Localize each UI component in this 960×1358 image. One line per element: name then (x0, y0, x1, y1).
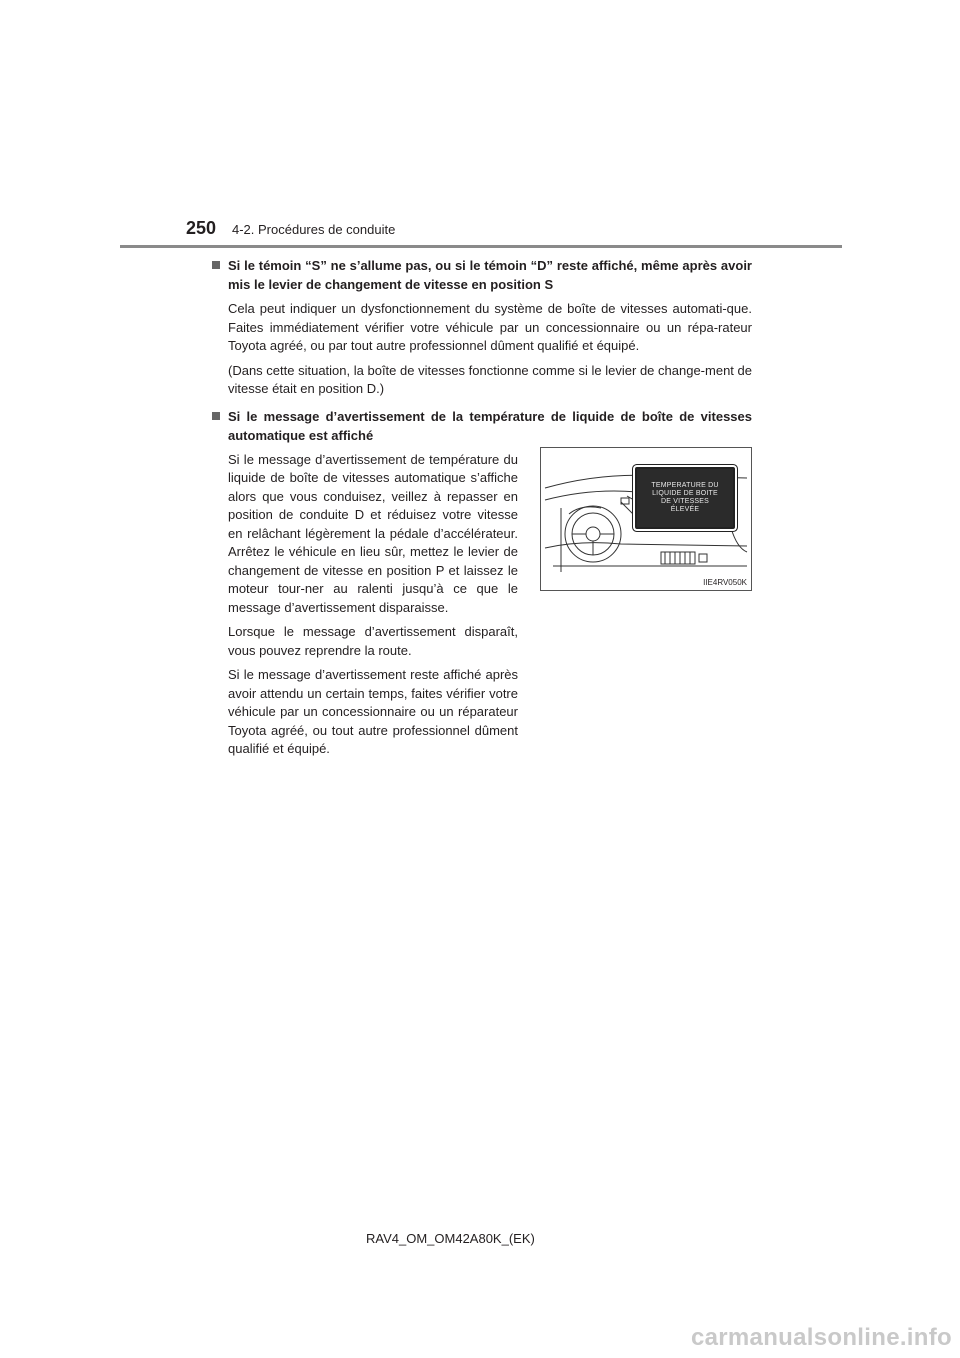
screen-line: LIQUIDE DE BOITE (652, 489, 718, 497)
section-heading (212, 256, 752, 294)
paragraph: Si le message d’avertissement reste affiché après avoir attendu un certain temps, faites vérifier votre véhicule par un concessionnaire ou un réparateur Toyota agréé, ou tout autre professionnel dûment qualifié et équipé. (228, 667, 518, 756)
footer-model-code: RAV4_OM_OM42A80K_(EK) (366, 1231, 535, 1246)
screen-line: DE VITESSES (660, 497, 710, 505)
text-column (228, 445, 518, 765)
header-rule (120, 245, 842, 248)
heading-text: Si le témoin “S” ne s’allume pas, ou si le témoin “D” reste affiché, même après avoir mis le levier de changement de vitesse en position S (228, 258, 752, 292)
watermark[interactable]: carmanualsonline.info (690, 1324, 952, 1351)
section-s-indicator (212, 256, 752, 399)
text-with-figure (228, 445, 752, 765)
heading-text: Si le message d’avertissement de la température de liquide de boîte de vitesses automatique est affiché (228, 408, 752, 443)
square-bullet-icon (212, 412, 224, 420)
paragraph: Lorsque le message d’avertissement disparaît, vous pouvez reprendre la route. (228, 624, 518, 658)
paragraph: Si le message d’avertissement de température du liquide de boîte de vitesses automatique s’affiche alors que vous conduisez, veillez à repasser en position de conduite D et réduisez votre vitesse en relâchant légèrement la pédale d’accélérateur. Arrêtez le véhicule en lieu sûr, mettez le levier de changement de vitesse en position P et laissez le moteur tour-ner au ralenti jusqu’à ce que le message d’avertissement disparaisse. (228, 451, 518, 615)
figure-code: IIE4RV050K (703, 577, 747, 587)
square-bullet-icon (212, 261, 224, 269)
paragraph: (Dans cette situation, la boîte de vitesses fonctionne comme si le levier de change-ment de vitesse était en position D.) (228, 362, 752, 396)
section-title: 4-2. Procédures de conduite (232, 222, 396, 237)
screen-line: TEMPERATURE DU (651, 481, 719, 489)
warning-message-screen (635, 467, 735, 529)
paragraph: Cela peut indiquer un dysfonctionnement du système de boîte de vitesses automati-que. Faites immédiatement vérifier votre véhicule par un concessionnaire ou un répa-rateur Toyota agréé, ou par tout autre professionnel dûment qualifié et équipé. (228, 301, 752, 353)
screen-line: ÉLEVÉE (670, 505, 700, 513)
section-heading (212, 407, 752, 445)
page-number: 250 (186, 218, 217, 238)
section-fluid-temperature (212, 407, 752, 765)
page-content (212, 256, 752, 773)
dashboard-illustration (540, 447, 752, 591)
